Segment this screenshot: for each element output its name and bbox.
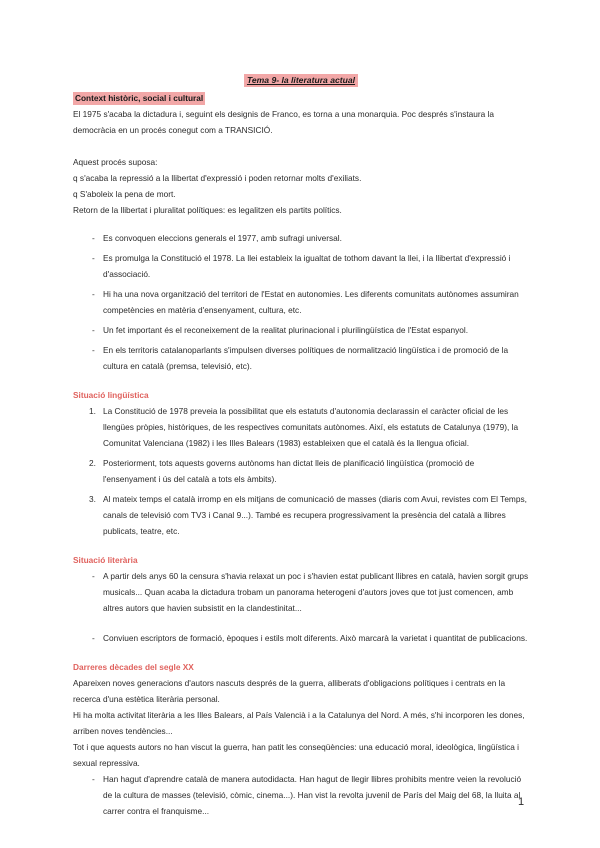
decades-heading: Darreres dècades del segle XX <box>73 662 194 672</box>
list-item: - En els territoris catalanoparlants s'impulsen diverses polítiques de normalització lingüística i de promoció de la cultura en català (premsa, televisió, etc). <box>73 342 529 374</box>
list-item <box>73 403 529 451</box>
list-item <box>73 491 529 539</box>
item-text: La Constitució de 1978 preveia la possibilitat que els estatuts d'autonomia declarassin el caràcter oficial de les llengües pròpies, històriques, de les respectives comunitats autònomes. Així, els estatuts de Catalunya (1979), la Comunitat Valenciana (1982) i les Illes Balears (1983) estableixen que el català és la llengua oficial. <box>103 406 519 448</box>
literary-bullet-list <box>73 568 529 646</box>
item-number: 2. <box>89 458 96 468</box>
literary-heading: Situació literària <box>73 555 138 565</box>
list-item: - Han hagut d'aprendre català de manera autodidacta. Han hagut de llegir llibres prohibits mentre veien la revolució de la cultura de masses (televisió, còmic, cinema...). Han vist la revolta juvenil de París del Maig del 68, la lluita al carrer contra el franquisme... <box>73 771 529 819</box>
list-item: - Conviuen escriptors de formació, èpoques i estils molt diferents. Això marcarà la varietat i quantitat de publicacions. <box>73 630 529 646</box>
list-item: - Hi ha una nova organització del territori de l'Estat en autonomies. Les diferents comunitats autònomes assumiran competències en matèria d'ensenyament, cultura, etc. <box>73 286 529 318</box>
item-text: Posteriorment, tots aquests governs autònoms han dictat lleis de planificació lingüística (promoció de l'ensenyament i ús del català a tots els àmbits). <box>103 458 475 484</box>
decades-paragraph: Tot i que aquests autors no han viscut la guerra, han patit les conseqüències: una educació moral, ideològica, lingüística i sexual repressiva. <box>73 742 519 768</box>
decades-paragraph: Hi ha molta activitat literària a les Illes Balears, al País Valencià i a la Catalunya del Nord. A més, s'hi incorporen les dones, arriben noves tendències... <box>73 710 525 736</box>
document-page <box>73 72 529 823</box>
item-text: Al mateix temps el català irromp en els mitjans de comunicació de masses (diaris com Avui, revistes com El Temps, canals de televisió com TV3 i Canal 9...). També es recupera progressivament la presència del català a llibres publicats, teatre, etc. <box>103 494 527 536</box>
context-line: q S'aboleix la pena de mort. <box>73 189 176 199</box>
document-title: Tema 9- la literatura actual <box>244 74 358 87</box>
context-line: q s'acaba la repressió a la llibertat d'expressió i poden retornar molts d'exiliats. <box>73 173 362 183</box>
context-line: Retorn de la llibertat i pluralitat polítiques: es legalitzen els partits polítics. <box>73 205 342 215</box>
list-item: - Un fet important és el reconeixement de la realitat plurinacional i plurilingüística de l'Estat espanyol. <box>73 322 529 338</box>
section-decades <box>73 659 529 819</box>
context-heading: Context històric, social i cultural <box>75 93 204 103</box>
decades-bullet-list <box>73 771 529 819</box>
section-literary <box>73 552 529 646</box>
decades-paragraph: Apareixen noves generacions d'autors nascuts després de la guerra, alliberats d'obligacions polítiques i centrats en la recerca d'una estètica literària personal. <box>73 678 506 704</box>
list-item <box>73 455 529 487</box>
item-number: 3. <box>89 494 96 504</box>
title-wrap <box>73 72 529 88</box>
page-number: 1 <box>518 796 525 808</box>
section-linguistic <box>73 387 529 539</box>
context-paragraph: El 1975 s'acaba la dictadura i, seguint els designis de Franco, es torna a una monarquia. Poc després s'instaura la democràcia en un procés conegut com a TRANSICIÓ. <box>73 109 495 135</box>
linguistic-heading: Situació lingüística <box>73 390 149 400</box>
list-item: - Es promulga la Constitució el 1978. La llei estableix la igualtat de tothom davant la llei, i la llibertat d'expressió i d'associació. <box>73 250 529 282</box>
context-intro: Aquest procés suposa: <box>73 157 158 167</box>
context-bullet-list <box>73 230 529 374</box>
linguistic-numbered-list <box>73 403 529 539</box>
list-item: - Es convoquen eleccions generals el 1977, amb sufragi universal. <box>73 230 529 246</box>
item-number: 1. <box>89 406 96 416</box>
list-item: - A partir dels anys 60 la censura s'havia relaxat un poc i s'havien estat publicant llibres en català, havien sorgit grups musicals... Quan acaba la dictadura trobam un panorama heterogeni d'autors joves que tot just comencen, amb altres autors que havien subsistit en la clandestinitat... <box>73 568 529 616</box>
section-context <box>73 90 529 374</box>
